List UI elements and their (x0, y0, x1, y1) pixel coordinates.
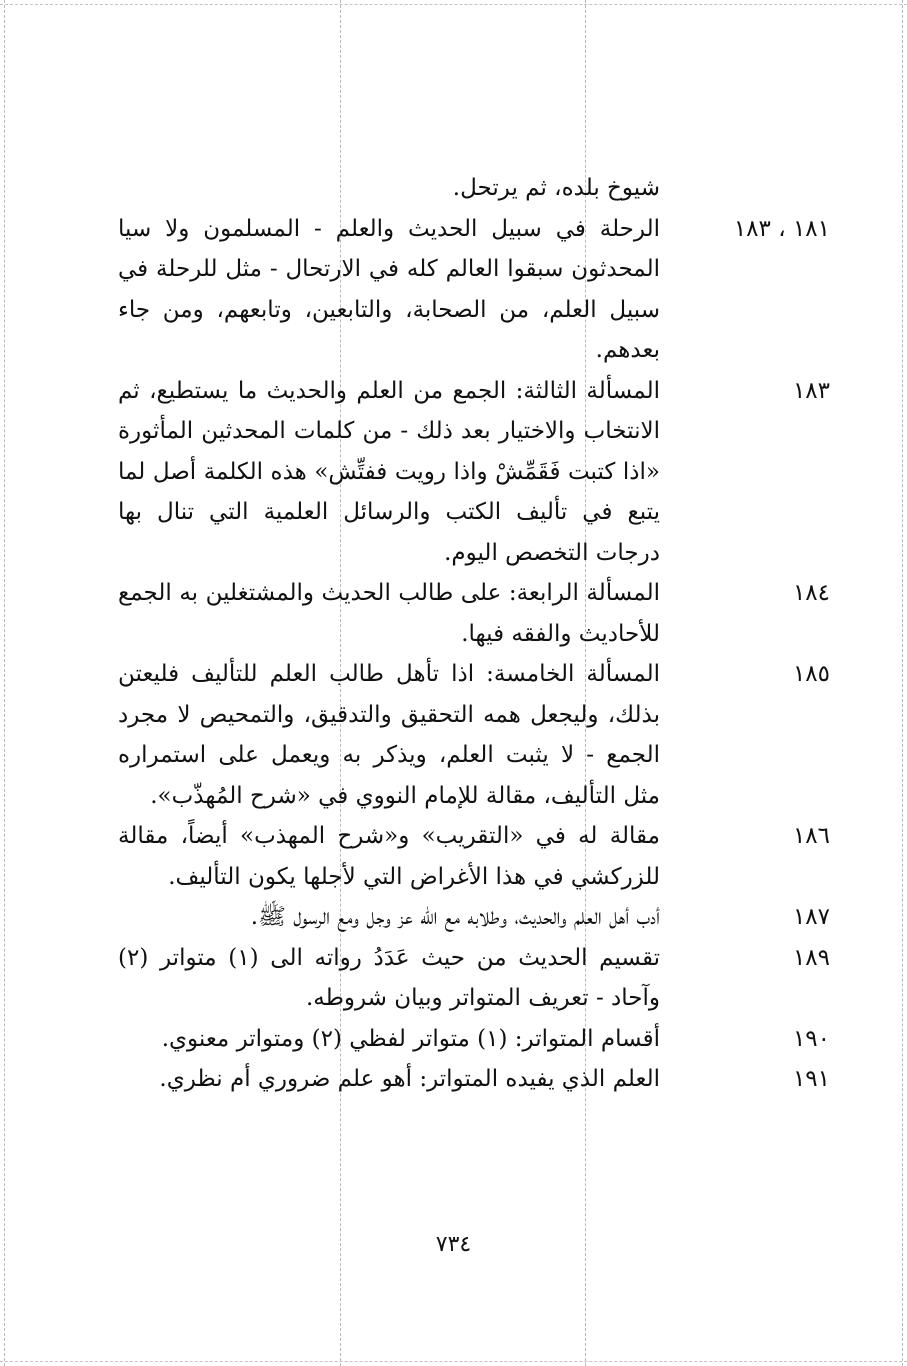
list-item (118, 816, 830, 897)
page-reference: ١٨٧ (792, 904, 830, 930)
entry-text: أقسام المتواتر: (١) متواتر لفظي (٢) ومتواتر معنوي. (161, 1025, 660, 1052)
page-reference: ١٨٦ (792, 823, 830, 849)
scan-guide-line (4, 0, 5, 1366)
list-item (118, 371, 830, 574)
list-item (118, 168, 830, 209)
page-reference: ١٩٠ (792, 1025, 830, 1052)
page-reference: ١٨٤ (792, 580, 830, 606)
entry-text: المسألة الثالثة: الجمع من العلم والحديث ما يستطيع، ثم الانتخاب والاختيار بعد ذلك - من كلمات المحدثين المأثورة «اذا كتبت فَقَمِّشْ واذا رويت ففتِّش» هذه الكلمة أصل لما يتبع في تأليف الكتب والرسائل العلمية التي تنال بها درجات التخصص اليوم. (118, 377, 660, 566)
entry-text: الرحلة في سبيل الحديث والعلم - المسلمون ولا سيا المحدثون سبقوا العالم كله في الارتحال - مثل للرحلة في سبيل العلم، من الصحابة، والتابعين، وتابعهم، ومن جاء بعدهم. (118, 215, 660, 363)
list-item (118, 897, 830, 938)
page-reference: ١٩١ (792, 1066, 830, 1092)
page-reference: ١٨٥ (792, 661, 830, 687)
entry-text: المسألة الخامسة: اذا تأهل طالب العلم للتأليف فليعتن بذلك، وليجعل همه التحقيق والتدقيق، والتمحيص لا مجرد الجمع - لا يثبت العلم، ويذكر به ويعمل على استمراره مثل التأليف، مقالة للإمام النووي في «شرح المُهذّب». (118, 661, 661, 809)
list-item (118, 1019, 830, 1060)
entry-text: شيوخ بلده، ثم يرتحل. (452, 175, 660, 201)
entry-text: المسألة الرابعة: على طالب الحديث والمشتغلين به الجمع للأحاديث والفقه فيها. (118, 580, 660, 647)
index-entries (118, 168, 830, 1100)
scan-guide-line (0, 1361, 907, 1362)
list-item (118, 654, 830, 816)
page-reference: ١٨١ ، ١٨٣ (733, 215, 830, 242)
list-item (118, 573, 830, 654)
entry-text: أدب أهل العلم والحديث، وطلابه مع الله عز وجل ومع الرسول ﷺ. (250, 904, 660, 930)
scan-guide-line (902, 0, 903, 1366)
page-reference: ١٨٣ (792, 377, 830, 404)
entry-text: تقسيم الحديث من حيث عَدَدُ رواته الى (١) متواتر (٢) وآحاد - تعريف المتواتر وبيان شروطه. (118, 944, 660, 1011)
list-item (118, 938, 830, 1019)
entry-text: العلم الذي يفيده المتواتر: أهو علم ضروري أم نظري. (159, 1066, 660, 1092)
page-number: ٧٣٤ (435, 1232, 472, 1257)
entry-text: مقالة له في «التقريب» و«شرح المهذب» أيضاً، مقالة للزركشي في هذا الأغراض التي لأجلها يكون التأليف. (118, 823, 660, 890)
list-item (118, 209, 830, 371)
scan-guide-line (0, 4, 907, 5)
list-item (118, 1059, 830, 1100)
page-reference: ١٨٩ (792, 944, 830, 971)
